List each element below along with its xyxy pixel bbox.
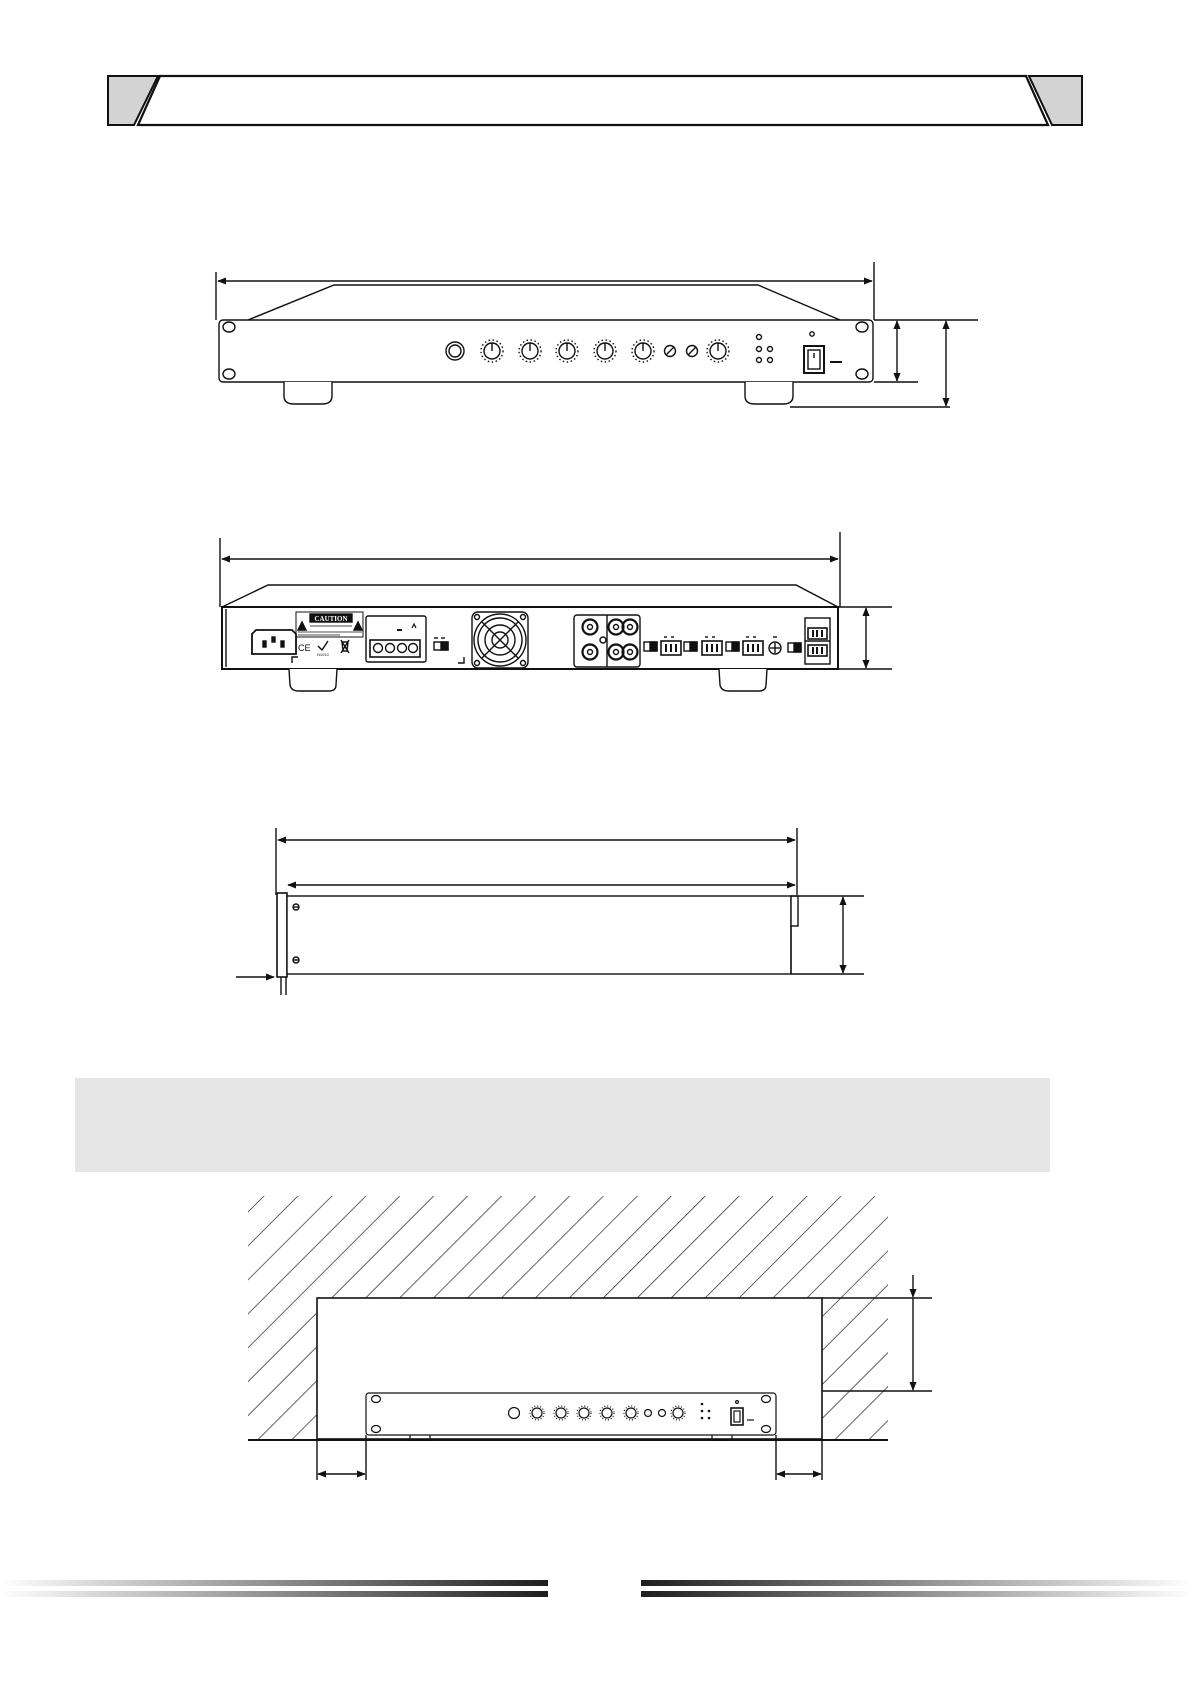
footer-bar-right	[641, 1591, 1192, 1597]
front-view	[216, 262, 978, 407]
mounted-unit-panel	[366, 1393, 776, 1435]
rear-view	[220, 532, 892, 691]
foot	[284, 382, 332, 404]
banner-body	[138, 76, 1048, 125]
front-top-chamfer	[248, 285, 840, 320]
ce-mark-icon: CE	[298, 643, 311, 653]
side-view	[236, 828, 864, 995]
mounted-unit	[366, 1393, 776, 1440]
installation-note-box	[75, 1078, 1050, 1172]
footer-bar-left	[0, 1591, 548, 1597]
foot	[289, 669, 337, 691]
footer-bar-right	[641, 1580, 1192, 1586]
rear-top-chamfer	[222, 585, 838, 607]
footer-bar-left	[0, 1580, 548, 1586]
side-front-panel	[277, 893, 287, 977]
power-inlet-pin	[272, 637, 275, 642]
power-inlet-pin	[281, 641, 284, 647]
footer	[0, 1580, 1192, 1597]
weee-bin-icon	[341, 640, 349, 653]
front-panel	[219, 320, 873, 382]
installation-diagram	[248, 1196, 932, 1480]
rear-connector-stub	[791, 896, 798, 926]
foot	[745, 382, 793, 404]
caution-text: CAUTION	[314, 615, 348, 623]
foot	[719, 669, 767, 691]
header-banner	[108, 76, 1082, 125]
side-chassis	[287, 896, 791, 974]
power-inlet-pin	[263, 641, 266, 647]
cert-mark-small: N1010	[317, 652, 329, 657]
